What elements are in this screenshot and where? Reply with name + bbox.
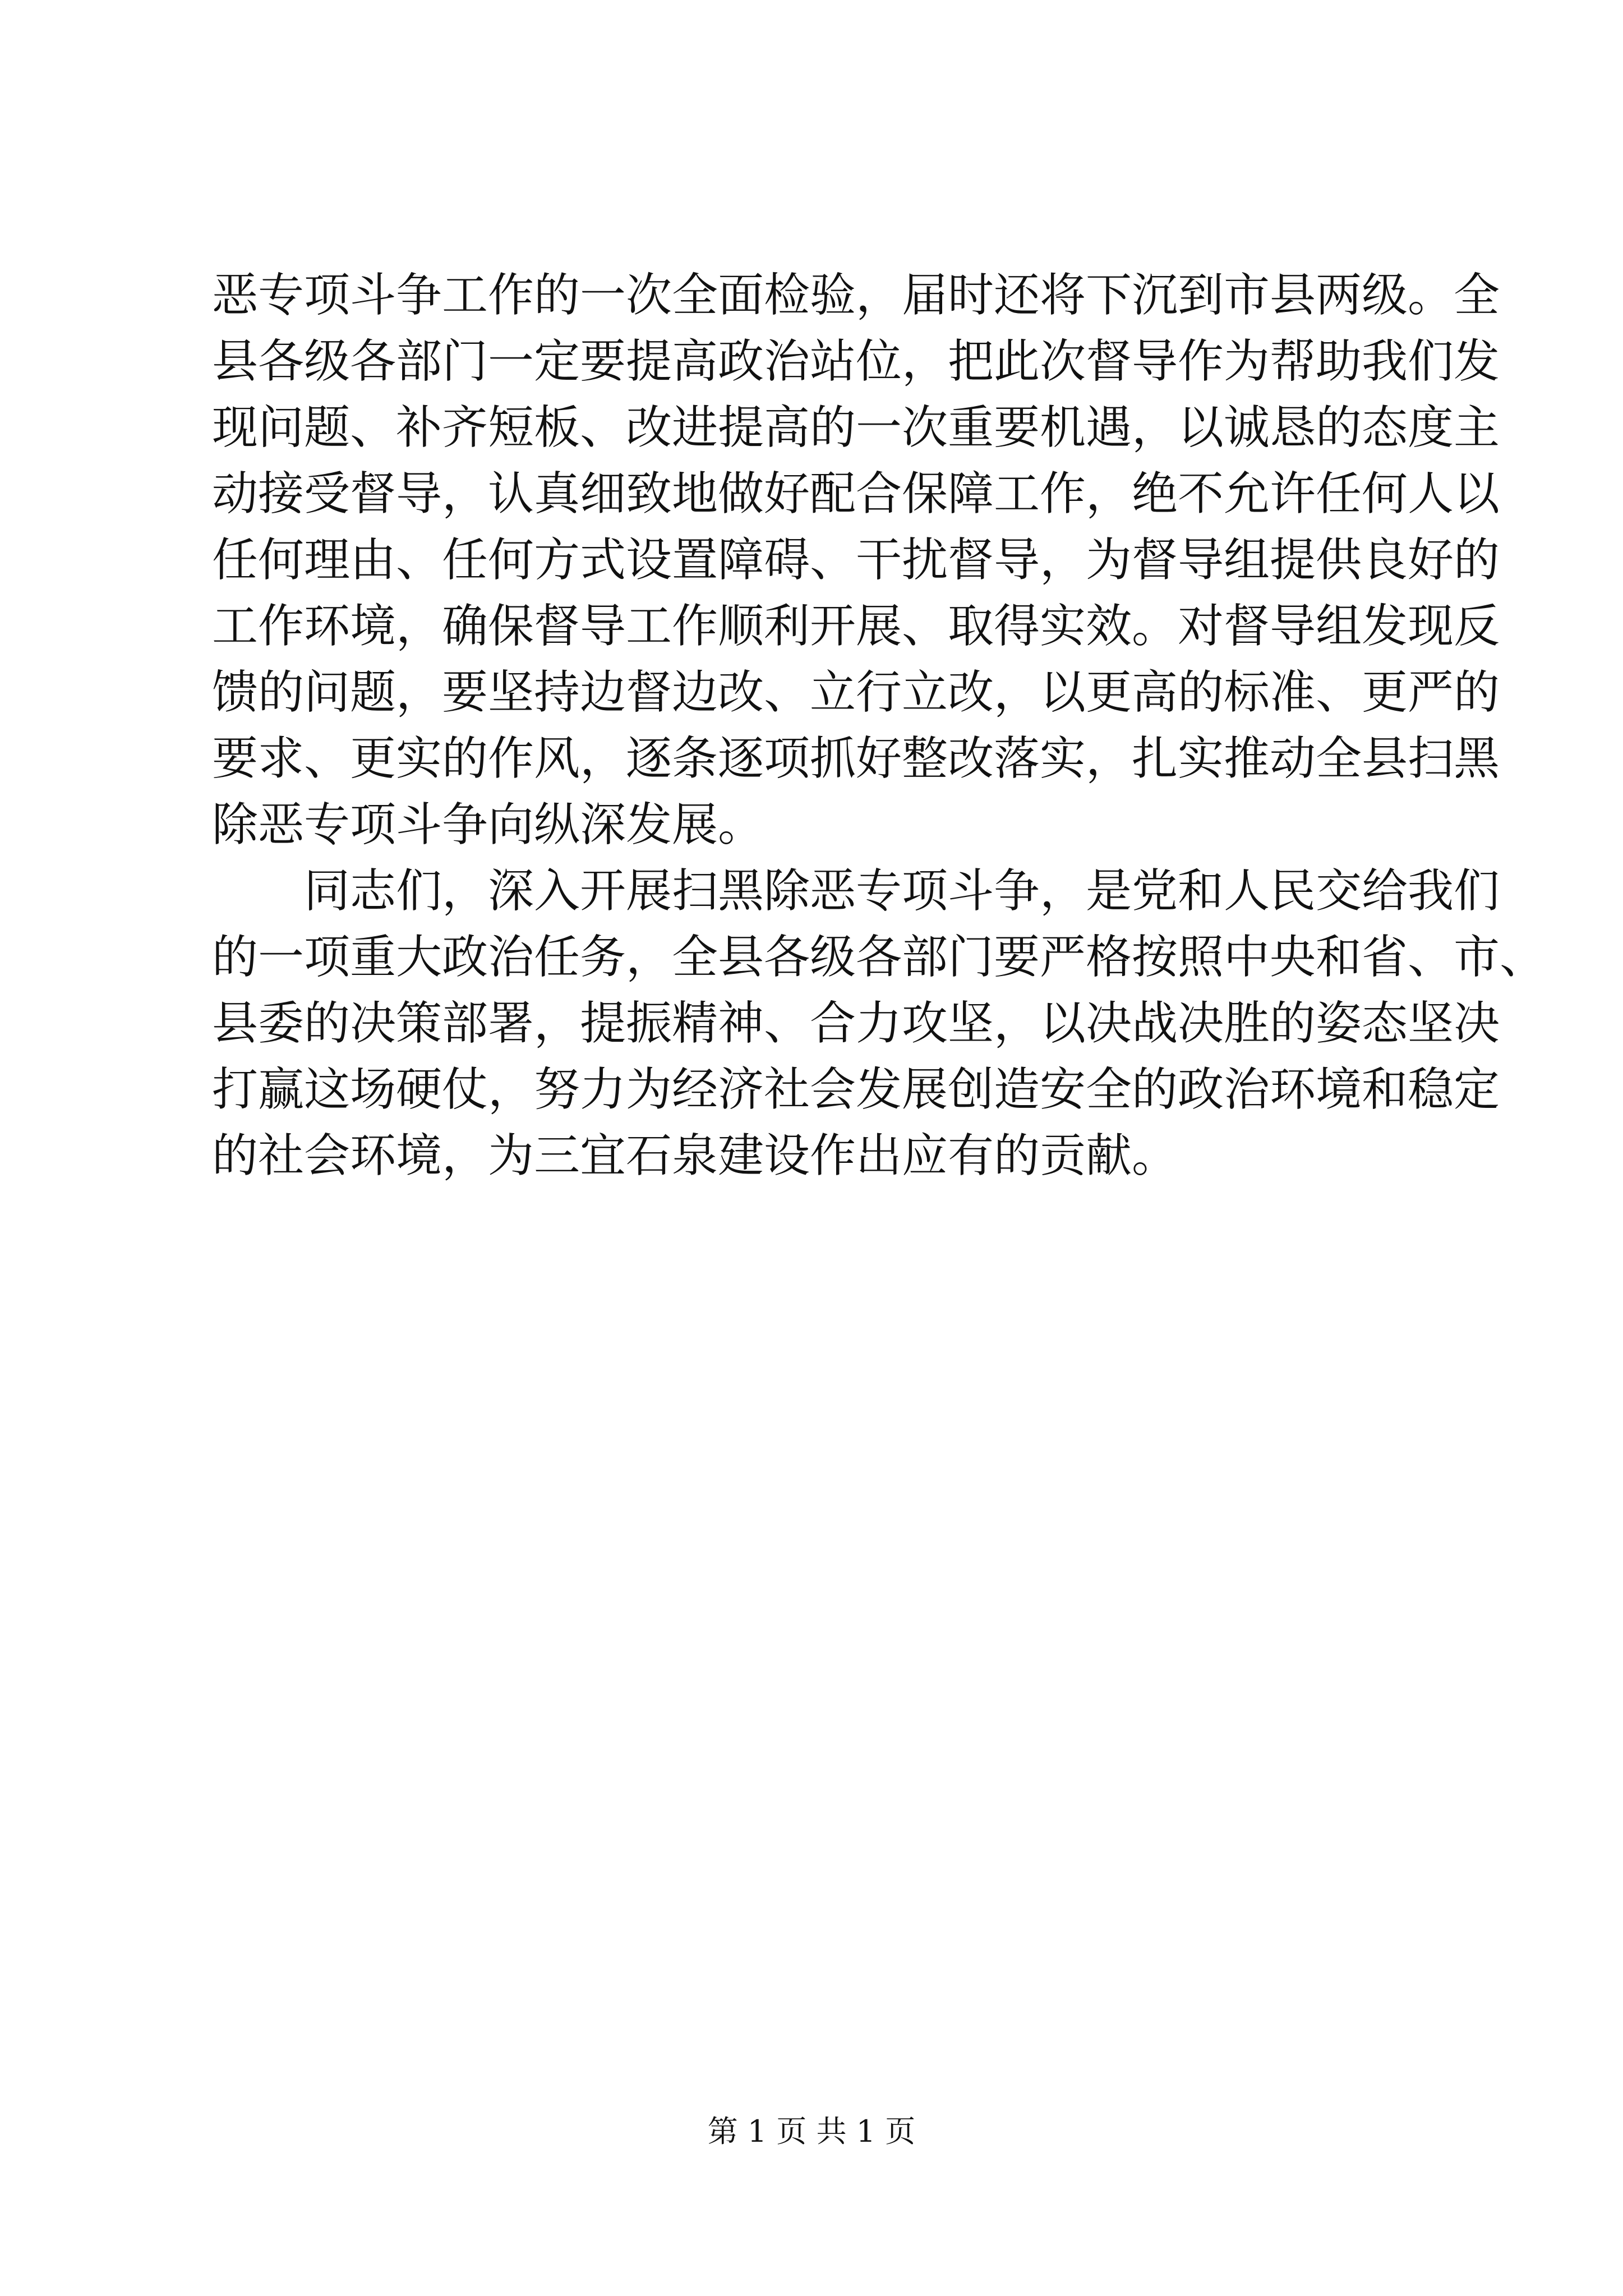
paragraph-2-line-3: 县委的决策部署，提振精神、合力攻坚，以决战决胜的姿态坚决 <box>212 997 1500 1050</box>
paragraph-1-line-6: 工作环境，确保督导工作顺利开展、取得实效。对督导组发现反 <box>212 600 1500 653</box>
paragraph-1-line-5: 任何理由、任何方式设置障碍、干扰督导，为督导组提供良好的 <box>212 533 1500 587</box>
paragraph-1-line-4: 动接受督导，认真细致地做好配合保障工作，绝不允许任何人以 <box>212 467 1500 521</box>
paragraph-1-line-3: 现问题、补齐短板、改进提高的一次重要机遇，以诚恳的态度主 <box>212 401 1500 454</box>
paragraph-1-line-8: 要求、更实的作风，逐条逐项抓好整改落实，扎实推动全县扫黑 <box>212 732 1500 785</box>
paragraph-1-line-1: 恶专项斗争工作的一次全面检验，届时还将下沉到市县两级。全 <box>212 269 1500 322</box>
document-body <box>212 263 1546 1189</box>
paragraph-1-line-9: 除恶专项斗争向纵深发展。 <box>212 798 764 852</box>
paragraph-2-line-1: 同志们，深入开展扫黑除恶专项斗争，是党和人民交给我们 <box>304 864 1500 918</box>
paragraph-2-line-5: 的社会环境，为三宜石泉建设作出应有的贡献。 <box>212 1129 1178 1182</box>
page-number-indicator: 第 1 页 共 1 页 <box>707 2114 916 2149</box>
paragraph-2-line-4: 打赢这场硬仗，努力为经济社会发展创造安全的政治环境和稳定 <box>212 1063 1500 1116</box>
page-footer <box>0 2115 1623 2148</box>
paragraph-1-line-7: 馈的问题，要坚持边督边改、立行立改，以更高的标准、更严的 <box>212 666 1500 719</box>
paragraph-1-line-2: 县各级各部门一定要提高政治站位，把此次督导作为帮助我们发 <box>212 335 1500 388</box>
paragraph-2-line-2: 的一项重大政治任务，全县各级各部门要严格按照中央和省、市、 <box>212 931 1546 984</box>
